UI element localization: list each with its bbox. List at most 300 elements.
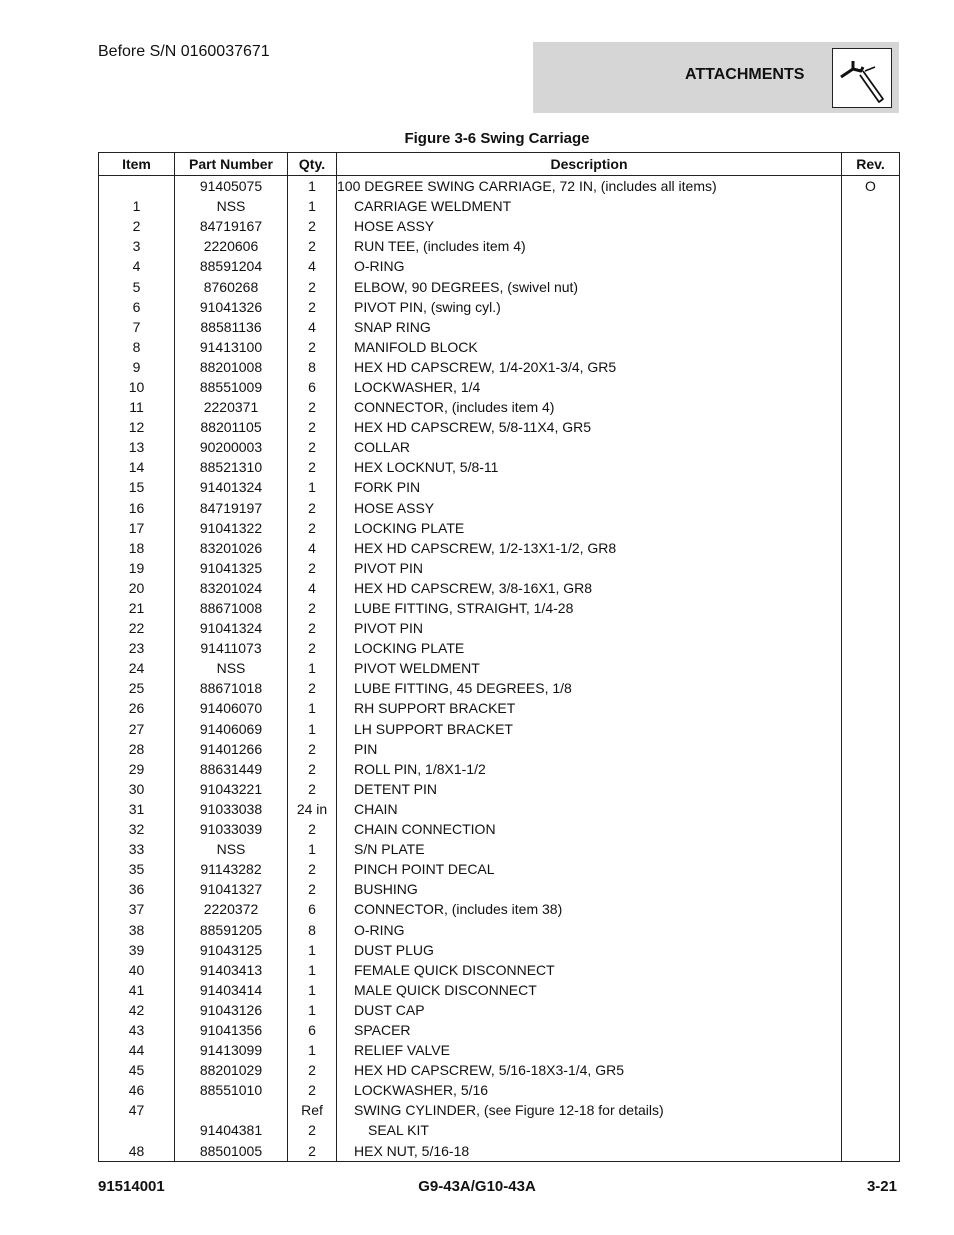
cell-description: FEMALE QUICK DISCONNECT: [337, 960, 842, 980]
cell-item: 31: [99, 799, 175, 819]
cell-item: 15: [99, 477, 175, 497]
cell-qty: 2: [288, 678, 337, 698]
cell-rev: [842, 417, 900, 437]
cell-part-number: 91143282: [175, 859, 288, 879]
cell-rev: [842, 819, 900, 839]
cell-part-number: 84719167: [175, 216, 288, 236]
cell-qty: 2: [288, 759, 337, 779]
cell-item: 33: [99, 839, 175, 859]
figure-title: Figure 3-6 Swing Carriage: [404, 130, 590, 147]
cell-part-number: 91403414: [175, 980, 288, 1000]
cell-qty: 2: [288, 216, 337, 236]
cell-rev: [842, 899, 900, 919]
cell-qty: 2: [288, 739, 337, 759]
cell-description: HEX HD CAPSCREW, 5/16-18X3-1/4, GR5: [337, 1060, 842, 1080]
cell-part-number: 91041325: [175, 558, 288, 578]
cell-item: 44: [99, 1040, 175, 1060]
cell-qty: 1: [288, 960, 337, 980]
cell-item: 43: [99, 1020, 175, 1040]
cell-qty: 1: [288, 719, 337, 739]
cell-qty: 6: [288, 377, 337, 397]
cell-rev: [842, 698, 900, 718]
cell-qty: 2: [288, 417, 337, 437]
cell-rev: [842, 297, 900, 317]
cell-description: DETENT PIN: [337, 779, 842, 799]
cell-item: 40: [99, 960, 175, 980]
cell-qty: 1: [288, 698, 337, 718]
cell-item: 46: [99, 1080, 175, 1100]
cell-qty: 2: [288, 457, 337, 477]
table-row: [99, 377, 900, 397]
cell-description: HEX NUT, 5/16-18: [337, 1141, 842, 1162]
cell-description: COLLAR: [337, 437, 842, 457]
cell-item: 37: [99, 899, 175, 919]
footer-manual-number: 91514001: [98, 1178, 165, 1195]
cell-qty: 1: [288, 477, 337, 497]
cell-item: [99, 1120, 175, 1140]
table-row: [99, 678, 900, 698]
table-row: [99, 397, 900, 417]
table-row: [99, 317, 900, 337]
cell-part-number: 90200003: [175, 437, 288, 457]
table-header-row: [99, 153, 900, 176]
cell-description: CONNECTOR, (includes item 4): [337, 397, 842, 417]
cell-qty: 4: [288, 538, 337, 558]
table-row: [99, 839, 900, 859]
cell-part-number: 88551010: [175, 1080, 288, 1100]
table-row: [99, 899, 900, 919]
table-row: [99, 719, 900, 739]
table-row: [99, 1020, 900, 1040]
cell-qty: 2: [288, 598, 337, 618]
cell-qty: 2: [288, 1120, 337, 1140]
cell-description: MANIFOLD BLOCK: [337, 337, 842, 357]
cell-part-number: 83201024: [175, 578, 288, 598]
cell-part-number: 91401266: [175, 739, 288, 759]
footer-model: G9-43A/G10-43A: [418, 1178, 536, 1195]
cell-part-number: 83201026: [175, 538, 288, 558]
cell-item: 36: [99, 879, 175, 899]
cell-rev: [842, 1120, 900, 1140]
cell-description: RELIEF VALVE: [337, 1040, 842, 1060]
cell-description: HOSE ASSY: [337, 216, 842, 236]
cell-qty: 4: [288, 256, 337, 276]
cell-qty: 1: [288, 940, 337, 960]
cell-qty: 2: [288, 297, 337, 317]
table-row: [99, 1040, 900, 1060]
cell-part-number: 91404381: [175, 1120, 288, 1140]
cell-description: MALE QUICK DISCONNECT: [337, 980, 842, 1000]
cell-description: SEAL KIT: [337, 1120, 842, 1140]
cell-rev: [842, 377, 900, 397]
cell-item: 26: [99, 698, 175, 718]
cell-part-number: 91405075: [175, 176, 288, 197]
cell-rev: [842, 397, 900, 417]
cell-rev: [842, 618, 900, 638]
table-row: [99, 618, 900, 638]
cell-qty: 2: [288, 819, 337, 839]
cell-part-number: 2220606: [175, 236, 288, 256]
cell-qty: 2: [288, 1080, 337, 1100]
cell-description: S/N PLATE: [337, 839, 842, 859]
cell-part-number: 88631449: [175, 759, 288, 779]
cell-rev: [842, 658, 900, 678]
cell-rev: [842, 498, 900, 518]
cell-rev: [842, 1141, 900, 1162]
cell-rev: [842, 1100, 900, 1120]
section-header: [533, 42, 899, 113]
cell-qty: 1: [288, 176, 337, 197]
cell-item: 9: [99, 357, 175, 377]
cell-description: LUBE FITTING, STRAIGHT, 1/4-28: [337, 598, 842, 618]
cell-item: 38: [99, 919, 175, 939]
table-row: [99, 538, 900, 558]
cell-part-number: 91043126: [175, 1000, 288, 1020]
table-row: [99, 176, 900, 197]
cell-description: HOSE ASSY: [337, 498, 842, 518]
cell-part-number: NSS: [175, 839, 288, 859]
table-row: [99, 196, 900, 216]
table-row: [99, 919, 900, 939]
cell-rev: [842, 216, 900, 236]
cell-rev: [842, 919, 900, 939]
table-row: [99, 1000, 900, 1020]
cell-qty: 2: [288, 879, 337, 899]
section-title: ATTACHMENTS: [685, 66, 805, 83]
cell-description: LOCKING PLATE: [337, 638, 842, 658]
cell-rev: [842, 196, 900, 216]
table-row: [99, 1060, 900, 1080]
cell-item: 18: [99, 538, 175, 558]
cell-item: 13: [99, 437, 175, 457]
cell-item: 10: [99, 377, 175, 397]
cell-rev: [842, 256, 900, 276]
cell-part-number: 88201008: [175, 357, 288, 377]
cell-description: HEX HD CAPSCREW, 5/8-11X4, GR5: [337, 417, 842, 437]
cell-part-number: 91043125: [175, 940, 288, 960]
table-row: [99, 980, 900, 1000]
cell-description: DUST PLUG: [337, 940, 842, 960]
cell-description: DUST CAP: [337, 1000, 842, 1020]
cell-qty: 6: [288, 1020, 337, 1040]
table-row: [99, 276, 900, 296]
cell-rev: [842, 457, 900, 477]
cell-part-number: 91041324: [175, 618, 288, 638]
cell-item: 29: [99, 759, 175, 779]
cell-part-number: 91041322: [175, 518, 288, 538]
cell-qty: 2: [288, 498, 337, 518]
cell-item: 41: [99, 980, 175, 1000]
cell-description: PIN: [337, 739, 842, 759]
cell-item: 45: [99, 1060, 175, 1080]
parts-table: [98, 152, 900, 1162]
cell-item: 11: [99, 397, 175, 417]
cell-item: 39: [99, 940, 175, 960]
cell-description: CHAIN CONNECTION: [337, 819, 842, 839]
cell-description: HEX LOCKNUT, 5/8-11: [337, 457, 842, 477]
table-row: [99, 779, 900, 799]
cell-rev: [842, 719, 900, 739]
cell-rev: [842, 598, 900, 618]
cell-qty: 1: [288, 196, 337, 216]
cell-rev: [842, 518, 900, 538]
cell-item: 1: [99, 196, 175, 216]
cell-part-number: 88591205: [175, 919, 288, 939]
cell-rev: [842, 980, 900, 1000]
cell-item: 24: [99, 658, 175, 678]
cell-item: 4: [99, 256, 175, 276]
table-row: [99, 518, 900, 538]
cell-rev: [842, 578, 900, 598]
cell-rev: [842, 538, 900, 558]
cell-item: 32: [99, 819, 175, 839]
cell-part-number: 88671008: [175, 598, 288, 618]
cell-part-number: 88521310: [175, 457, 288, 477]
cell-part-number: 91413099: [175, 1040, 288, 1060]
cell-rev: [842, 1040, 900, 1060]
column-header-rev: Rev.: [842, 153, 900, 176]
cell-qty: 1: [288, 980, 337, 1000]
cell-item: 22: [99, 618, 175, 638]
parts-table-body: [99, 176, 900, 1162]
cell-rev: [842, 337, 900, 357]
serial-range: Before S/N 0160037671: [98, 43, 270, 60]
cell-rev: [842, 1080, 900, 1100]
cell-description: 100 DEGREE SWING CARRIAGE, 72 IN, (includes all items): [337, 176, 842, 197]
cell-qty: 2: [288, 437, 337, 457]
cell-qty: 2: [288, 779, 337, 799]
cell-item: 7: [99, 317, 175, 337]
column-header-qty: Qty.: [288, 153, 337, 176]
cell-part-number: 2220372: [175, 899, 288, 919]
table-row: [99, 960, 900, 980]
cell-description: SWING CYLINDER, (see Figure 12-18 for details): [337, 1100, 842, 1120]
cell-part-number: 88671018: [175, 678, 288, 698]
table-row: [99, 297, 900, 317]
cell-item: 17: [99, 518, 175, 538]
cell-rev: [842, 437, 900, 457]
cell-item: 8: [99, 337, 175, 357]
table-row: [99, 940, 900, 960]
cell-qty: 2: [288, 236, 337, 256]
cell-qty: 2: [288, 276, 337, 296]
table-row: [99, 1120, 900, 1140]
cell-description: LOCKWASHER, 1/4: [337, 377, 842, 397]
cell-part-number: 91041356: [175, 1020, 288, 1040]
cell-rev: [842, 1000, 900, 1020]
attachment-fork-icon: [832, 48, 892, 108]
cell-qty: 2: [288, 618, 337, 638]
table-row: [99, 819, 900, 839]
cell-rev: [842, 879, 900, 899]
table-row: [99, 1100, 900, 1120]
cell-part-number: 91403413: [175, 960, 288, 980]
cell-part-number: [175, 1100, 288, 1120]
cell-description: PINCH POINT DECAL: [337, 859, 842, 879]
cell-part-number: 88551009: [175, 377, 288, 397]
table-row: [99, 1080, 900, 1100]
cell-rev: [842, 357, 900, 377]
cell-qty: 2: [288, 859, 337, 879]
table-row: [99, 558, 900, 578]
cell-description: RUN TEE, (includes item 4): [337, 236, 842, 256]
cell-description: SNAP RING: [337, 317, 842, 337]
cell-part-number: 91033039: [175, 819, 288, 839]
cell-description: PIVOT PIN: [337, 558, 842, 578]
cell-part-number: NSS: [175, 196, 288, 216]
table-row: [99, 337, 900, 357]
cell-item: [99, 176, 175, 197]
column-header-part-number: Part Number: [175, 153, 288, 176]
cell-item: 5: [99, 276, 175, 296]
cell-part-number: 91401324: [175, 477, 288, 497]
cell-item: 19: [99, 558, 175, 578]
cell-item: 48: [99, 1141, 175, 1162]
cell-part-number: 91406069: [175, 719, 288, 739]
cell-rev: [842, 1020, 900, 1040]
table-row: [99, 658, 900, 678]
cell-part-number: 91406070: [175, 698, 288, 718]
cell-item: 16: [99, 498, 175, 518]
cell-part-number: 84719197: [175, 498, 288, 518]
cell-part-number: 91413100: [175, 337, 288, 357]
cell-description: PIVOT PIN: [337, 618, 842, 638]
cell-qty: 1: [288, 658, 337, 678]
table-row: [99, 698, 900, 718]
cell-description: PIVOT WELDMENT: [337, 658, 842, 678]
cell-description: O-RING: [337, 919, 842, 939]
cell-rev: [842, 940, 900, 960]
cell-part-number: 91043221: [175, 779, 288, 799]
cell-part-number: 88201105: [175, 417, 288, 437]
footer-page-number: 3-21: [866, 1178, 897, 1195]
cell-qty: 24 in: [288, 799, 337, 819]
table-row: [99, 739, 900, 759]
cell-qty: 8: [288, 357, 337, 377]
cell-rev: [842, 236, 900, 256]
cell-description: PIVOT PIN, (swing cyl.): [337, 297, 842, 317]
cell-item: 21: [99, 598, 175, 618]
cell-description: CARRIAGE WELDMENT: [337, 196, 842, 216]
cell-description: LH SUPPORT BRACKET: [337, 719, 842, 739]
cell-part-number: 88201029: [175, 1060, 288, 1080]
cell-qty: 8: [288, 919, 337, 939]
cell-qty: Ref: [288, 1100, 337, 1120]
cell-item: 28: [99, 739, 175, 759]
cell-description: O-RING: [337, 256, 842, 276]
cell-item: 47: [99, 1100, 175, 1120]
cell-rev: [842, 759, 900, 779]
cell-qty: 2: [288, 638, 337, 658]
cell-rev: [842, 558, 900, 578]
table-row: [99, 357, 900, 377]
table-row: [99, 859, 900, 879]
cell-item: 23: [99, 638, 175, 658]
table-row: [99, 236, 900, 256]
cell-part-number: 8760268: [175, 276, 288, 296]
cell-rev: [842, 638, 900, 658]
cell-rev: [842, 839, 900, 859]
cell-item: 12: [99, 417, 175, 437]
table-row: [99, 598, 900, 618]
cell-description: ELBOW, 90 DEGREES, (swivel nut): [337, 276, 842, 296]
cell-item: 30: [99, 779, 175, 799]
cell-item: 2: [99, 216, 175, 236]
cell-item: 14: [99, 457, 175, 477]
cell-qty: 2: [288, 397, 337, 417]
table-row: [99, 799, 900, 819]
cell-description: LOCKWASHER, 5/16: [337, 1080, 842, 1100]
cell-item: 6: [99, 297, 175, 317]
cell-rev: [842, 678, 900, 698]
cell-qty: 4: [288, 578, 337, 598]
cell-qty: 1: [288, 839, 337, 859]
cell-qty: 1: [288, 1040, 337, 1060]
cell-description: LOCKING PLATE: [337, 518, 842, 538]
cell-qty: 2: [288, 518, 337, 538]
cell-part-number: 91041327: [175, 879, 288, 899]
cell-qty: 2: [288, 1060, 337, 1080]
table-row: [99, 498, 900, 518]
cell-rev: [842, 799, 900, 819]
cell-description: HEX HD CAPSCREW, 1/2-13X1-1/2, GR8: [337, 538, 842, 558]
cell-qty: 2: [288, 1141, 337, 1162]
cell-part-number: 88501005: [175, 1141, 288, 1162]
cell-description: ROLL PIN, 1/8X1-1/2: [337, 759, 842, 779]
cell-rev: [842, 477, 900, 497]
cell-rev: [842, 739, 900, 759]
cell-description: CHAIN: [337, 799, 842, 819]
column-header-item: Item: [99, 153, 175, 176]
table-row: [99, 1141, 900, 1162]
cell-part-number: NSS: [175, 658, 288, 678]
cell-rev: O: [842, 176, 900, 197]
cell-part-number: 91411073: [175, 638, 288, 658]
cell-rev: [842, 859, 900, 879]
cell-description: SPACER: [337, 1020, 842, 1040]
cell-item: 35: [99, 859, 175, 879]
table-row: [99, 477, 900, 497]
cell-rev: [842, 276, 900, 296]
table-row: [99, 759, 900, 779]
cell-item: 20: [99, 578, 175, 598]
cell-part-number: 88581136: [175, 317, 288, 337]
cell-item: 25: [99, 678, 175, 698]
cell-part-number: 91033038: [175, 799, 288, 819]
cell-qty: 2: [288, 337, 337, 357]
table-row: [99, 437, 900, 457]
table-row: [99, 417, 900, 437]
table-row: [99, 578, 900, 598]
cell-part-number: 91041326: [175, 297, 288, 317]
cell-rev: [842, 960, 900, 980]
cell-item: 27: [99, 719, 175, 739]
cell-rev: [842, 1060, 900, 1080]
cell-item: 42: [99, 1000, 175, 1020]
cell-description: HEX HD CAPSCREW, 1/4-20X1-3/4, GR5: [337, 357, 842, 377]
cell-description: CONNECTOR, (includes item 38): [337, 899, 842, 919]
table-row: [99, 256, 900, 276]
table-row: [99, 879, 900, 899]
cell-item: 3: [99, 236, 175, 256]
cell-description: HEX HD CAPSCREW, 3/8-16X1, GR8: [337, 578, 842, 598]
cell-description: FORK PIN: [337, 477, 842, 497]
table-row: [99, 216, 900, 236]
cell-part-number: 2220371: [175, 397, 288, 417]
cell-qty: 4: [288, 317, 337, 337]
cell-description: LUBE FITTING, 45 DEGREES, 1/8: [337, 678, 842, 698]
cell-rev: [842, 779, 900, 799]
